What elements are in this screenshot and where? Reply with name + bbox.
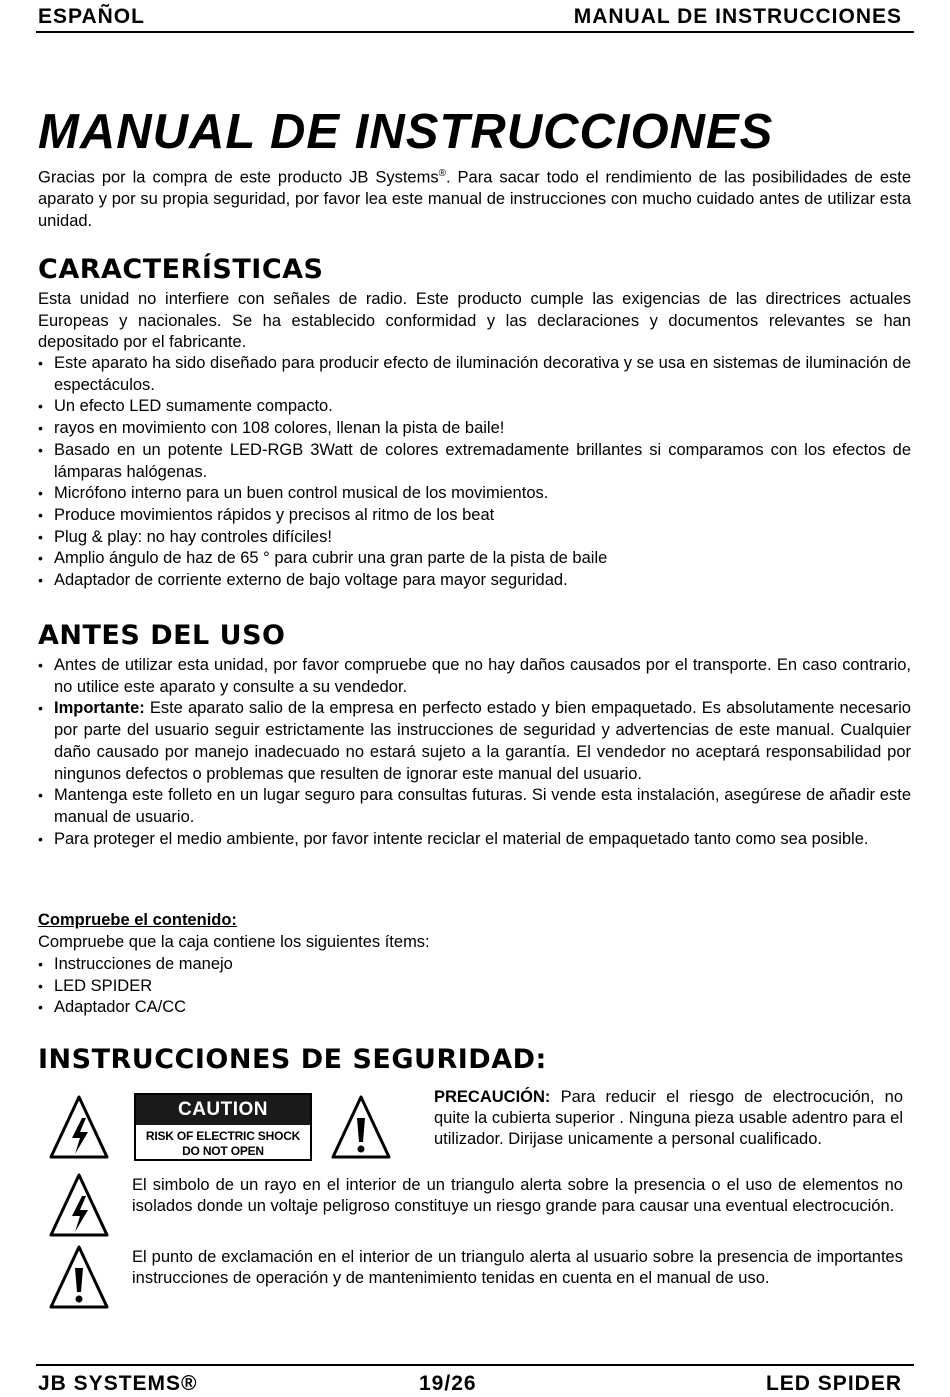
caution-line-1: RISK OF ELECTRIC SHOCK [145, 1129, 301, 1143]
lightning-symbol-icon [48, 1172, 110, 1238]
list-item: • Produce movimientos rápidos y precisos al ritmo de los beat [38, 505, 911, 527]
contents-heading: Compruebe el contenido: [38, 911, 237, 929]
exclamation-explanation: El punto de exclamación en el interior de un triangulo alerta al usuario sobre la presencia de importantes instrucciones de operación y de mantenimiento tenidas en cuenta en el manual de uso. [132, 1248, 903, 1287]
list-item: • Basado en un potente LED-RGB 3Watt de colores extremadamente brillantes si comparamos con los efectos de lámparas halógenas. [38, 440, 911, 483]
precaution-paragraph [434, 1087, 903, 1150]
exclamation-warning-icon [330, 1094, 392, 1160]
contents-intro: Compruebe que la caja contiene los siguientes ítems: [38, 933, 430, 951]
list-item: • Mantenga este folleto en un lugar seguro para consultas futuras. Si vende esta instalación, asegúrese de añadir este manual de usuario. [38, 785, 911, 828]
list-item: • Amplio ángulo de haz de 65 ° para cubrir una gran parte de la pista de baile [38, 548, 911, 570]
list-item: • LED SPIDER [38, 976, 911, 998]
contents-list [38, 954, 911, 1019]
page-footer [36, 1364, 914, 1397]
footer-product: LED SPIDER [765, 1372, 902, 1395]
registered-mark: ® [438, 168, 446, 179]
precaution-label: PRECAUCIÓN: [434, 1088, 551, 1106]
intro-paragraph [38, 163, 911, 232]
exclamation-symbol-icon [48, 1244, 110, 1310]
list-item: • Este aparato ha sido diseñado para producir efecto de iluminación decorativa y se usa en sistemas de iluminación de espectáculos. [38, 353, 911, 396]
lightning-warning-icon [48, 1094, 110, 1160]
list-item: • Para proteger el medio ambiente, por favor intente reciclar el material de empaquetado tanto como sea posible. [38, 829, 911, 851]
footer-page-number: 19/26 [419, 1372, 477, 1395]
caution-label [134, 1093, 312, 1161]
safety-heading: INSTRUCCIONES DE SEGURIDAD: [38, 1044, 547, 1075]
footer-brand: JB SYSTEMS® [38, 1372, 198, 1395]
features-heading: CARACTERÍSTICAS [38, 254, 324, 285]
important-text: Este aparato salio de la empresa en perfecto estado y bien empaquetado. Es absolutamente necesario por parte del usuario seguir estrictamente las instrucciones de seguridad y advertencias de este manual. Cualquier daño causado por manejo inadecuado no estará sujeto a la garantía. El vendedor no aceptará responsabilidad por ningunos defectos o problemas que resulten de ignorar este manual del usuario. [54, 699, 911, 783]
list-item: • Antes de utilizar esta unidad, por favor compruebe que no hay daños causados por el transporte. En caso contrario, no utilice este aparato y consulte a su vendedor. [38, 655, 911, 698]
important-label: Importante: [54, 699, 145, 718]
list-item: • Micrófono interno para un buen control musical de los movimientos. [38, 483, 911, 505]
before-use-list [38, 655, 911, 850]
before-use-heading: ANTES DEL USO [38, 620, 286, 651]
caution-title: CAUTION [136, 1095, 310, 1125]
header-language: ESPAÑOL [38, 5, 145, 28]
page-title: MANUAL DE INSTRUCCIONES [38, 105, 774, 159]
list-item: • Adaptador de corriente externo de bajo voltage para mayor seguridad. [38, 570, 911, 592]
list-item: • Adaptador CA/CC [38, 997, 911, 1019]
intro-text-start: Gracias por la compra de este producto JB Systems [38, 168, 439, 187]
features-intro: Esta unidad no interfiere con señales de radio. Este producto cumple las exigencias de las directrices actuales Europeas y nacionales. Se ha establecido conformidad y las declaraciones y documentos relevantes se han depositado por el fabricante. [38, 290, 911, 351]
lightning-explanation: El simbolo de un rayo en el interior de un triangulo alerta sobre la presencia o el uso de elementos no isolados donde un voltaje peligroso constituye un riesgo grande para causar una eventual electrocución. [132, 1176, 903, 1215]
precaution-text: Para reducir el riesgo de electrocución, no quite la cubierta superior . Ninguna pieza usable adentro para el utilizador. Dirijase unicamente a personal cualificado. [434, 1088, 903, 1148]
header-title: MANUAL DE INSTRUCCIONES [573, 5, 902, 28]
list-item: • Un efecto LED sumamente compacto. [38, 396, 911, 418]
list-item: • Instrucciones de manejo [38, 954, 911, 976]
caution-line-2: DO NOT OPEN [182, 1144, 264, 1158]
list-item: • Plug & play: no hay controles difíciles! [38, 527, 911, 549]
page-header [36, 3, 914, 33]
list-item: • rayos en movimiento con 108 colores, llenan la pista de baile! [38, 418, 911, 440]
list-item [38, 698, 911, 785]
intro-text-end: . Para sacar todo el rendimiento de las posibilidades de este aparato y por su propia seguridad, por favor lea este manual de instrucciones con mucho cuidado antes de utilizar esta unidad. [38, 168, 912, 230]
features-list [38, 353, 911, 592]
